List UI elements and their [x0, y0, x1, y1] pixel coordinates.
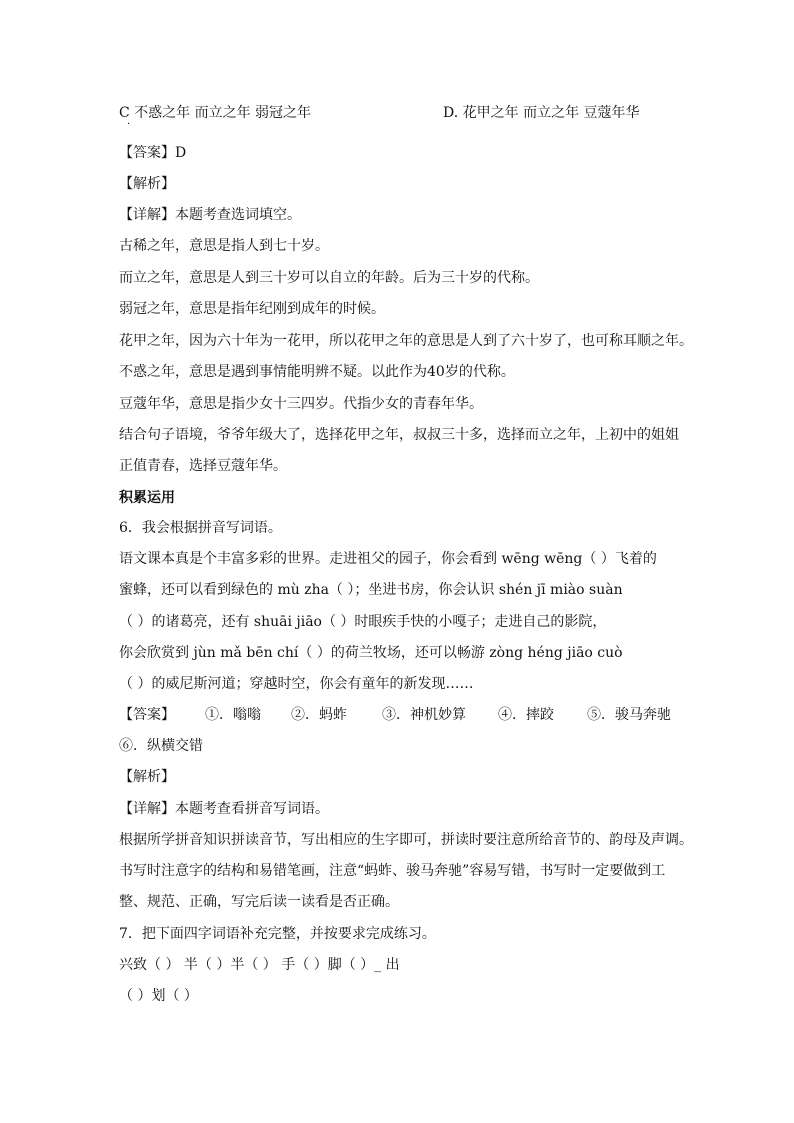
q5-line: 结合句子语境，爷爷年级大了，选择花甲之年，叔叔三十多，选择而立之年，上初中的姐姐 [119, 427, 679, 443]
q5-option-c: C 不惑之年 而立之年 弱冠之年 [119, 105, 312, 121]
q6-explain-line: 书写时注意字的结构和易错笔画，注意“蚂蚱、骏马奔驰”容易写错，书写时一定要做到工 [119, 863, 666, 879]
q5-line: 不惑之年，意思是遇到事情能明辨不疑。以此作为40岁的代称。 [119, 364, 515, 380]
q7-row: （ ）划（ ） [119, 988, 198, 1004]
q6-passage-line: 你会欣赏到 jùn mǎ bēn chí（ ）的荷兰牧场，还可以畅游 zòng héng jiāo cuò [119, 645, 623, 661]
q5-answer: 【答案】D [119, 145, 187, 161]
q6-passage-line: （ ）的威尼斯河道；穿越时空，你会有童年的新发现…… [119, 676, 474, 692]
section-title: 积累运用 [119, 490, 175, 506]
q6-answer-item: ②．蚂蚱 [291, 707, 347, 723]
q5-line: 豆蔻年华，意思是指少女十三四岁。代指少女的青春年华。 [119, 396, 483, 412]
q6-answer-item: ④．摔跤 [498, 707, 554, 723]
q6-answer-item: ⑤．骏马奔驰 [587, 707, 671, 723]
q6-explain-line: 整、规范、正确，写完后读一读看是否正确。 [119, 894, 399, 910]
q6-passage-line: （ ）的诸葛亮，还有 shuāi jiāo（ ）时眼疾手快的小嘎子；走进自己的影院， [119, 614, 607, 630]
q6-passage-line: 语文课本真是个丰富多彩的世界。走进祖父的园子，你会看到 wēng wēng（ ）飞着的 [119, 551, 657, 567]
q7-title: 7．把下面四字词语补充完整，并按要求完成练习。 [119, 926, 436, 942]
q5-option-d: D. 花甲之年 而立之年 豆蔻年华 [443, 105, 640, 121]
q5-line: 弱冠之年，意思是指年纪刚到成年的时候。 [119, 301, 385, 317]
q6-answer-item: ③．神机妙算 [382, 707, 466, 723]
q5-line: 正值青春，选择豆蔻年华。 [119, 458, 287, 474]
q5-detail: 【详解】本题考查选词填空。 [119, 207, 301, 223]
q6-answer-item: ①．嗡嗡 [205, 707, 261, 723]
emphasis-dot: · [127, 119, 131, 130]
q5-line: 古稀之年，意思是指人到七十岁。 [119, 238, 329, 254]
q6-analysis-label: 【解析】 [119, 769, 175, 785]
q5-line: 花甲之年，因为六十年为一花甲，所以花甲之年的意思是人到了六十岁了，也可称耳顺之年。 [119, 333, 693, 349]
q7-row: 兴致（ ） 半（ ）半（ ） 手（ ）脚（ ）_ 出 [119, 957, 400, 973]
q6-detail: 【详解】本题考查看拼音写词语。 [119, 801, 329, 817]
q6-answer-row [119, 705, 679, 725]
q5-line: 而立之年，意思是人到三十岁可以自立的年龄。后为三十岁的代称。 [119, 270, 539, 286]
q6-answer-label: 【答案】 [119, 707, 175, 723]
q5-analysis-label: 【解析】 [119, 176, 175, 192]
q6-title: 6．我会根据拼音写词语。 [119, 520, 282, 536]
q6-explain-line: 根据所学拼音知识拼读音节，写出相应的生字即可，拼读时要注意所给音节的、韵母及声调。 [119, 832, 693, 848]
q6-passage-line: 蜜蜂，还可以看到绿色的 mù zha（ ）；坐进书房，你会认识 shén jī miào suàn [119, 582, 623, 598]
q6-answer-item: ⑥．纵横交错 [119, 738, 203, 754]
